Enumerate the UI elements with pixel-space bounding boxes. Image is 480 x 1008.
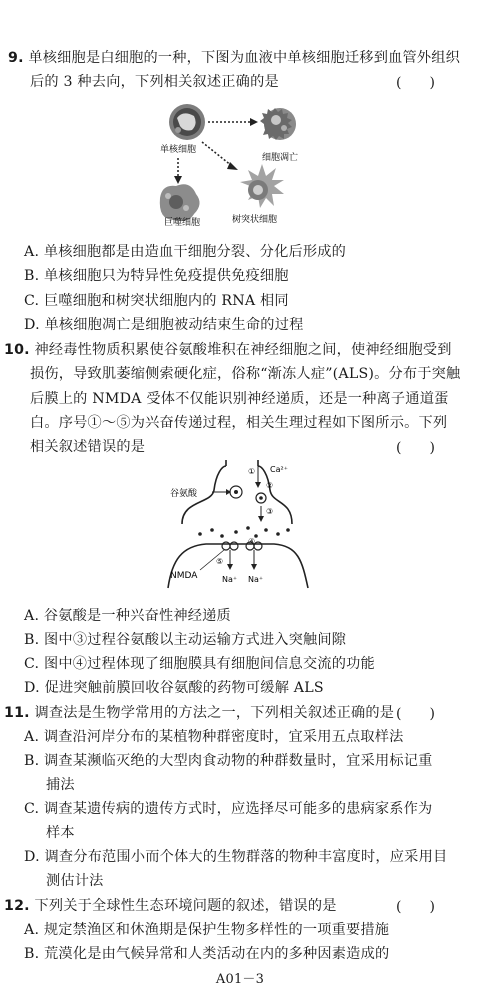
q12-option-a: A. 规定禁渔区和休渔期是保护生物多样性的一项重要措施 <box>24 922 390 938</box>
step-1: ① <box>248 467 256 476</box>
step-2: ② <box>266 481 274 490</box>
q11-number: 11. <box>4 705 30 721</box>
q11-stem-line-1: 11. 调查法是生物学常用的方法之一，下列相关叙述正确的是 <box>4 705 395 721</box>
q9-figure <box>150 98 330 226</box>
q11-option-a: A. 调查沿河岸分布的某植物种群密度时，宜采用五点取样法 <box>24 729 404 745</box>
label-dendritic: 树突状细胞 <box>232 215 278 225</box>
q12-number: 12. <box>4 898 30 914</box>
q11-option-d: D. 调查分布范围小而个体大的生物群落的物种丰富度时，应采用目 <box>24 849 448 865</box>
q9-option-b: B. 单核细胞只为特异性免疫提供免疫细胞 <box>24 268 289 284</box>
q11-option-c: C. 调查某遗传病的遗传方式时，应选择尽可能多的患病家系作为 <box>24 801 433 817</box>
q11-option-d-cont: 测估计法 <box>46 873 104 889</box>
q9-stem-line-2: 后的 3 种去向，下列相关叙述正确的是 <box>30 74 279 90</box>
q12-option-b: B. 荒漠化是由气候异常和人类活动在内的多种因素造成的 <box>24 946 390 962</box>
q10-answer-paren: ( ) <box>396 440 435 456</box>
apoptotic-cell <box>260 108 296 140</box>
q10-option-d: D. 促进突触前膜回收谷氨酸的药物可缓解 ALS <box>24 680 324 696</box>
q9-answer-paren: ( ) <box>396 75 435 91</box>
dendritic-cell <box>240 164 284 208</box>
label-apoptosis: 细胞凋亡 <box>262 153 299 163</box>
label-monocyte: 单核细胞 <box>160 145 197 155</box>
q9-option-d: D. 单核细胞凋亡是细胞被动结束生命的过程 <box>24 317 304 333</box>
q12-stem-line-1: 12. 下列关于全球性生态环境问题的叙述，错误的是 <box>4 898 337 914</box>
macrophage-cell <box>160 184 200 221</box>
page-footer: A01－3 <box>215 972 265 987</box>
step-4: ④ <box>248 537 256 546</box>
q10-stem-line-4: 白。序号①～⑤为兴奋传递过程，相关生理过程如下图所示。下列 <box>30 415 448 431</box>
step-3: ③ <box>266 507 274 516</box>
monocyte-cell <box>169 104 205 140</box>
q9-option-a: A. 单核细胞都是由造血干细胞分裂、分化后形成的 <box>24 244 347 260</box>
q9-number: 9. <box>8 50 24 66</box>
q9-stem-line-1: 9. 单核细胞是白细胞的一种，下图为血液中单核细胞迁移到血管外组织 <box>8 50 461 66</box>
q10-synapse-figure <box>162 460 320 590</box>
q11-answer-paren: ( ) <box>396 706 435 722</box>
label-calcium: Ca²⁺ <box>270 465 288 474</box>
q11-option-c-cont: 样本 <box>46 825 75 841</box>
q10-stem-line-3: 后膜上的 NMDA 受体不仅能识别神经递质，还是一种离子通道蛋 <box>30 391 449 407</box>
label-nmda: NMDA <box>170 571 198 581</box>
q10-option-c: C. 图中④过程体现了细胞膜具有细胞间信息交流的功能 <box>24 656 375 672</box>
label-glutamate: 谷氨酸 <box>170 489 198 499</box>
label-sodium-2: Na⁺ <box>248 575 264 584</box>
q11-option-b: B. 调查某濒临灭绝的大型肉食动物的种群数量时，宜采用标记重 <box>24 753 433 769</box>
step-5: ⑤ <box>216 557 224 566</box>
q10-option-b: B. 图中③过程谷氨酸以主动运输方式进入突触间隙 <box>24 632 347 648</box>
q10-stem-line-1: 10. 神经毒性物质积累使谷氨酸堆积在神经细胞之间，使神经细胞受到 <box>4 342 452 358</box>
q9-option-c: C. 巨噬细胞和树突状细胞内的 RNA 相同 <box>24 293 289 309</box>
q10-number: 10. <box>4 342 30 358</box>
q10-stem-line-5: 相关叙述错误的是 <box>30 439 146 455</box>
q11-option-b-cont: 捕法 <box>46 777 75 793</box>
q10-option-a: A. 谷氨酸是一种兴奋性神经递质 <box>24 608 231 624</box>
q10-stem-line-2: 损伤，导致肌萎缩侧索硬化症，俗称“渐冻人症”(ALS)。分布于突触 <box>30 366 461 382</box>
label-sodium-1: Na⁺ <box>222 575 238 584</box>
q12-answer-paren: ( ) <box>396 899 435 915</box>
label-macrophage: 巨噬细胞 <box>164 218 201 226</box>
